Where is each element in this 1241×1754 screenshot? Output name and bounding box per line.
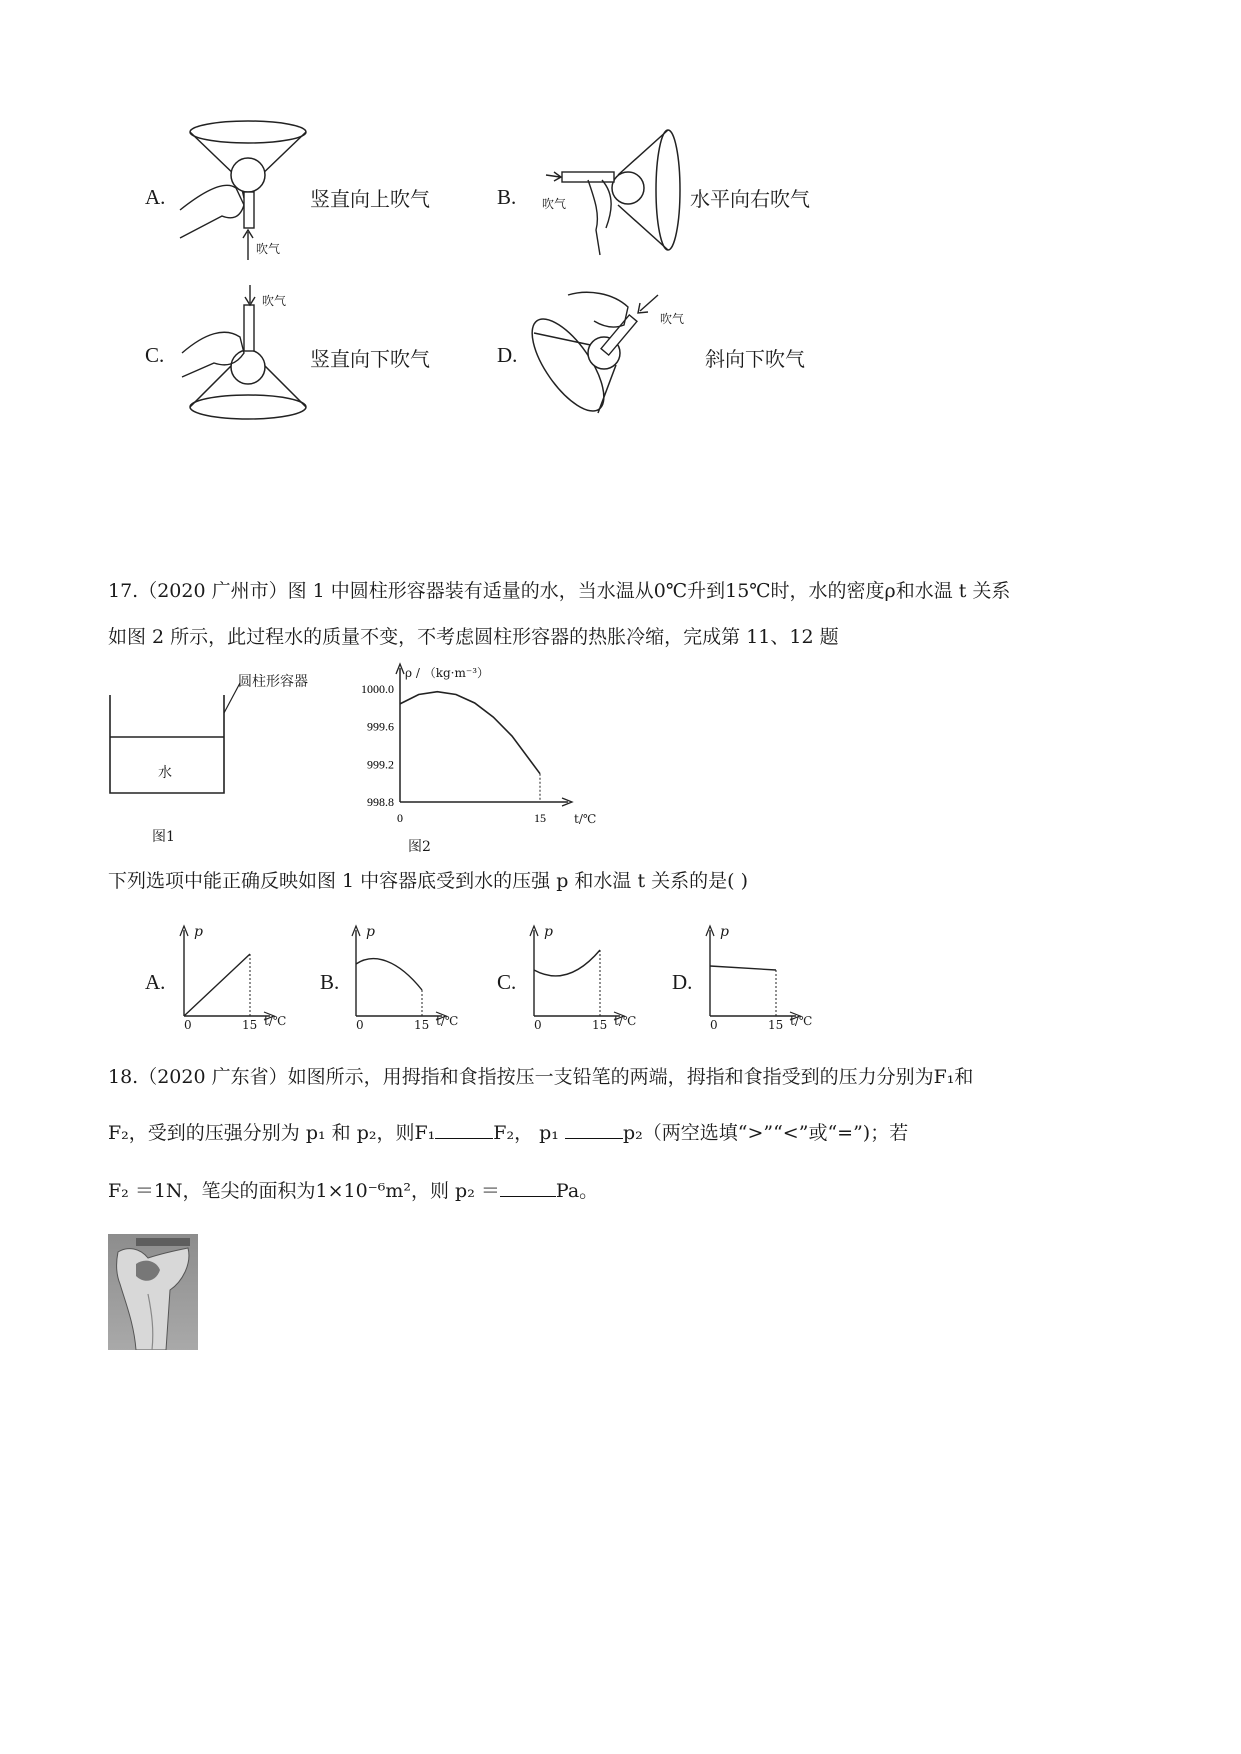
funnel-blow-down-illustration — [170, 285, 310, 425]
y-tick-label: 999.2 — [367, 757, 394, 772]
option-c-x15: 15 — [592, 1018, 608, 1032]
y-tick-label: 999.6 — [367, 719, 394, 734]
option-letter: D. — [497, 343, 518, 367]
container-label: 圆柱形容器 — [238, 674, 308, 690]
option-letter: C. — [145, 343, 165, 367]
chart-ylabel: ρ / （kg·m⁻³） — [405, 666, 490, 680]
figure-1-caption: 图1 — [152, 829, 175, 845]
answer-blank-2[interactable] — [565, 1120, 623, 1139]
option-caption: 竖直向上吹气 — [310, 187, 430, 211]
answer-blank-3[interactable] — [500, 1178, 556, 1197]
q18-line-2 — [108, 1120, 908, 1143]
q18-line-3-part-2: Pa。 — [555, 1180, 599, 1202]
option-b-x0: 0 — [356, 1018, 364, 1032]
density-curve — [400, 692, 540, 774]
water-label: 水 — [158, 765, 172, 781]
q18-line-1: 18.（2020 广东省）如图所示，用拇指和食指按压一支铅笔的两端，拇指和食指受到的压力分别为F₁和 — [108, 1066, 974, 1088]
x-tick-label: 0 — [397, 811, 403, 825]
funnel-blow-right-illustration — [540, 120, 690, 260]
q17-question: 下列选项中能正确反映如图 1 中容器底受到水的压强 p 和水温 t 关系的是( ) — [108, 870, 748, 892]
q18-line-2-part-1: F₂，受到的压强分别为 p₁ 和 p₂，则F₁ — [108, 1122, 436, 1144]
density-temperature-chart — [340, 660, 610, 840]
figure-2-caption: 图2 — [408, 839, 431, 855]
chart-xlabel: t/℃ — [574, 812, 597, 826]
q18-line-2-part-4: p₂（两空选填“>”“<”或“=”)；若 — [622, 1122, 909, 1144]
q18-line-3 — [108, 1178, 598, 1201]
blow-label: 吹气 — [256, 242, 281, 256]
option-letter-b: B. — [320, 970, 340, 994]
funnel-blow-oblique-illustration — [528, 285, 698, 425]
y-tick-label: 998.8 — [367, 795, 394, 809]
option-caption: 斜向下吹气 — [705, 347, 805, 371]
blow-label: 吹气 — [262, 294, 287, 308]
option-d-ylabel: p — [720, 924, 729, 940]
option-b-ylabel: p — [366, 924, 375, 940]
answer-blank-1[interactable] — [435, 1120, 493, 1139]
q17-line-1: 17.（2020 广州市）图 1 中圆柱形容器装有适量的水，当水温从0℃升到15℃时，水的密度ρ和水温 t 关系 — [108, 580, 1011, 602]
option-a-x15: 15 — [242, 1018, 258, 1032]
x-tick-label: 15 — [534, 811, 546, 825]
option-caption: 竖直向下吹气 — [310, 347, 430, 371]
q17-line-2: 如图 2 所示，此过程水的质量不变，不考虑圆柱形容器的热胀冷缩，完成第 11、12 题 — [108, 626, 839, 648]
option-letter-a: A. — [145, 970, 166, 994]
option-d-x15: 15 — [768, 1018, 784, 1032]
option-c-x0: 0 — [534, 1018, 542, 1032]
blow-label: 吹气 — [660, 312, 685, 326]
option-b-x15: 15 — [414, 1018, 430, 1032]
y-tick-label: 1000.0 — [361, 681, 394, 696]
q18-line-2-part-3: p₁ — [539, 1122, 559, 1144]
option-caption: 水平向右吹气 — [690, 187, 810, 211]
option-b-xlabel: t/℃ — [436, 1014, 459, 1028]
option-letter: A. — [145, 185, 166, 209]
option-letter-d: D. — [672, 970, 693, 994]
option-c-ylabel: p — [544, 924, 553, 940]
option-d-x0: 0 — [710, 1018, 718, 1032]
option-a-xlabel: t/℃ — [264, 1014, 287, 1028]
q18-line-2-part-2: F₂， — [493, 1122, 534, 1144]
option-d-xlabel: t/℃ — [790, 1014, 813, 1028]
option-letter: B. — [497, 185, 517, 209]
q18-line-3-part-1: F₂ ＝1N，笔尖的面积为1×10⁻⁶m²，则 p₂ ＝ — [108, 1180, 500, 1202]
option-letter-c: C. — [497, 970, 517, 994]
funnel-blow-up-illustration — [170, 120, 310, 260]
option-a-ylabel: p — [194, 924, 203, 940]
blow-label: 吹气 — [542, 197, 567, 211]
option-a-x0: 0 — [184, 1018, 192, 1032]
option-c-xlabel: t/℃ — [614, 1014, 637, 1028]
hand-pressing-pencil-photo — [108, 1234, 198, 1350]
